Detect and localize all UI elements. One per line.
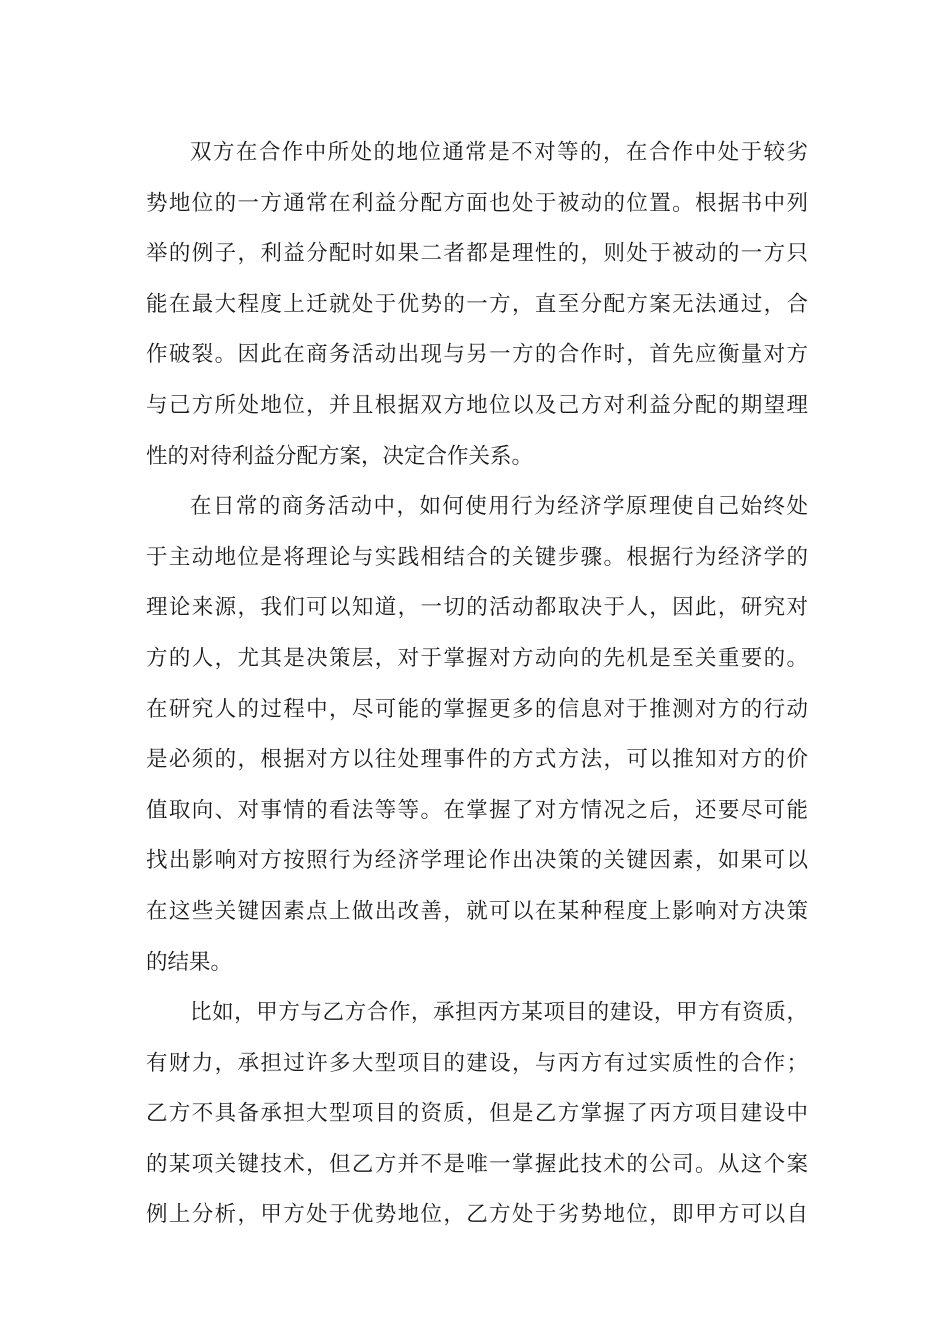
paragraph-2-line-2: 于主动地位是将理论与实践相结合的关键步骤。根据行为经济学的 bbox=[146, 544, 808, 570]
paragraph-1-line-5: 作破裂。因此在商务活动出现与另一方的合作时，首先应衡量对方 bbox=[146, 342, 808, 368]
paragraph-3-line-3: 乙方不具备承担大型项目的资质，但是乙方掌握了丙方项目建设中 bbox=[146, 1101, 808, 1127]
paragraph-1-line-7: 性的对待利益分配方案，决定合作关系。 bbox=[146, 443, 534, 469]
paragraph-1-line-2: 势地位的一方通常在利益分配方面也处于被动的位置。根据书中列 bbox=[146, 190, 808, 216]
paragraph-1-line-4: 能在最大程度上迁就处于优势的一方，直至分配方案无法通过，合 bbox=[146, 291, 808, 317]
paragraph-2-line-3: 理论来源，我们可以知道，一切的活动都取决于人，因此，研究对 bbox=[146, 595, 808, 621]
paragraph-2-line-8: 找出影响对方按照行为经济学理论作出决策的关键因素，如果可以 bbox=[146, 848, 808, 874]
paragraph-3-line-4: 的某项关键技术，但乙方并不是唯一掌握此技术的公司。从这个案 bbox=[146, 1151, 808, 1177]
paragraph-2-line-5: 在研究人的过程中，尽可能的掌握更多的信息对于推测对方的行动 bbox=[146, 696, 808, 722]
paragraph-2-line-1: 在日常的商务活动中，如何使用行为经济学原理使自己始终处 bbox=[190, 494, 808, 520]
body-text bbox=[146, 128, 808, 1241]
paragraph-2-line-6: 是必须的，根据对方以往处理事件的方式方法，可以推知对方的价 bbox=[146, 747, 808, 773]
paragraph-2-line-4: 方的人，尤其是决策层，对于掌握对方动向的先机是至关重要的。 bbox=[146, 645, 808, 671]
paragraph-3-line-5: 例上分析，甲方处于优势地位，乙方处于劣势地位，即甲方可以自 bbox=[146, 1202, 808, 1228]
paragraph-1-line-1: 双方在合作中所处的地位通常是不对等的，在合作中处于较劣 bbox=[190, 140, 808, 165]
paragraph-2-line-7: 值取向、对事情的看法等等。在掌握了对方情况之后，还要尽可能 bbox=[146, 797, 808, 823]
paragraph-2-line-9: 在这些关键因素点上做出改善，就可以在某种程度上影响对方决策 bbox=[146, 898, 808, 924]
paragraph-1-line-6: 与己方所处地位，并且根据双方地位以及己方对利益分配的期望理 bbox=[146, 392, 808, 418]
paragraph-3-line-2: 有财力，承担过许多大型项目的建设，与丙方有过实质性的合作； bbox=[146, 1050, 808, 1076]
paragraph-2-line-10: 的结果。 bbox=[146, 949, 233, 975]
paragraph-1-line-3: 举的例子，利益分配时如果二者都是理性的，则处于被动的一方只 bbox=[146, 241, 808, 267]
paragraph-3-line-1: 比如，甲方与乙方合作，承担丙方某项目的建设，甲方有资质， bbox=[190, 1000, 808, 1026]
